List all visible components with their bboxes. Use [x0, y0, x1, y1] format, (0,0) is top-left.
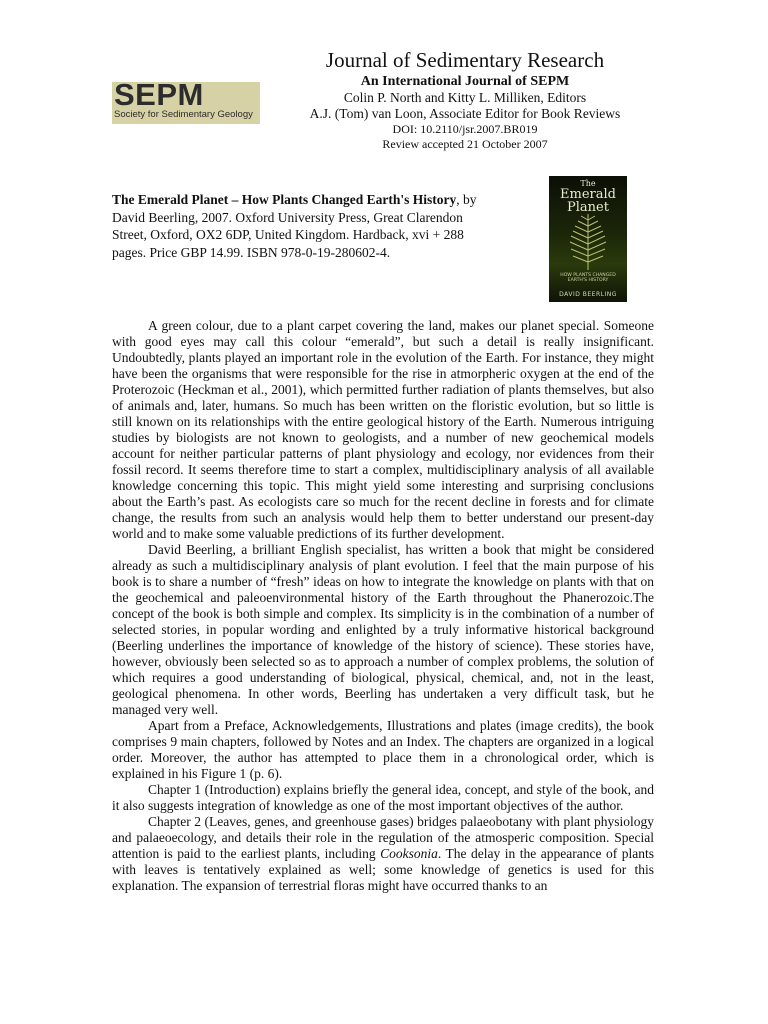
- cover-title-the: The: [580, 179, 596, 188]
- paragraph-4: Chapter 1 (Introduction) explains briefly the general idea, concept, and style of the book, and it also suggests integration of knowledge as one of the most important objectives of the author.: [112, 782, 654, 813]
- review-accepted-line: Review accepted 21 October 2007: [382, 136, 548, 151]
- paragraph-1: A green colour, due to a plant carpet covering the land, makes our planet special. Someone with good eyes may call this colour “emerald”, but such a detail is really insignificant. Undoubtedly, plants played an important role in the evolution of the Earth. For instance, they might have been the organisms that were responsible for the rise in atmorpheric oxygen at the end of the Proterozoic (Heckman et al., 2001), which permitted further radiation of plants themselves, but also of animals and, later, humans. So much has been written on the floristic evolution, but so little is still known on its relationships with the entire geological history of the Earth. Numerous intriguing studies by biologists are not known to geologists, and a number of new geochemical models account for neither particular patterns of plant physiology and ecology, nor evidences from their fossil record. It seems therefore time to start a complex, multidisciplinary analysis of all available knowledge concerning this topic. This might yield some interesting and surprising conclusions about the Earth’s past. As ecologists care so much for the recent decline in forests and for climate change, the results from such an analysis would help them to better understand our present-day world and to make some valuable predictions of its further development.: [112, 318, 654, 541]
- cover-author: DAVID BEERLING: [559, 291, 617, 298]
- cover-subtitle-line2: EARTH'S HISTORY: [567, 278, 609, 283]
- book-details: , by David Beerling, 2007. Oxford University Press, Great Clarendon Street, Oxford, OX2 6DP, United Kingdom. Hardback, xvi + 288 pages. Price GBP 14.99. ISBN 978-0-19-280602-4.: [112, 192, 477, 260]
- sepm-logo-name: SEPM: [114, 82, 204, 112]
- book-title: The Emerald Planet – How Plants Changed Earth's History: [112, 192, 457, 207]
- book-citation: [112, 191, 482, 261]
- cover-title-line1: Emerald: [560, 187, 616, 202]
- paragraph-5-taxon: Cooksonia: [380, 846, 438, 861]
- sepm-logo-subtitle: Society for Sedimentary Geology: [114, 109, 253, 120]
- review-body: [112, 318, 654, 894]
- sepm-logo: [112, 82, 260, 124]
- book-cover-image: [549, 176, 627, 302]
- paragraph-3: Apart from a Preface, Acknowledgements, Illustrations and plates (image credits), the book comprises 9 main chapters, followed by Notes and an Index. The chapters are organized in a logical order. Moreover, the author has attempted to place them in a chronological order, which is explained in his Figure 1 (p. 6).: [112, 718, 654, 781]
- associate-editor-line: A.J. (Tom) van Loon, Associate Editor for Book Reviews: [309, 106, 621, 121]
- paragraph-5-part2: . The delay in the appearance of plants with leaves is tentatively explained as well; some knowledge of genetics is used for this explanation. The expansion of terrestrial floras might have occurred thanks to an: [112, 846, 654, 893]
- paragraph-5-part1: Chapter 2 (Leaves, genes, and greenhouse gases) bridges palaeobotany with plant physiology and palaeoecology, and details their role in the regulation of the atmosperic composition. Special attention is paid to the earliest plants, including: [112, 814, 654, 861]
- paragraph-2: David Beerling, a brilliant English specialist, has written a book that might be considered already as such a multidisciplinary analysis of plant evolution. I feel that the main purpose of his book is to share a number of “fresh” ideas on how to integrate the knowledge on plants with that on the geochemical and paleoenvironmental history of the Earth throughout the Phanerozoic.The concept of the book is both simple and complex. Its simplicity is in the combination of a number of selected stories, in popular wording and enlighted by a truly informative historical background (Beerling underlines the importance of knowledge of the history of science). These stories have, however, obviously been selected so as to approach a number of complex problems, the solution of which requires a good understanding of biological, physical, chemical, and, not in the least, geological phenomena. In other words, Beerling has undertaken a very difficult task, but he managed very well.: [112, 542, 654, 717]
- masthead: [290, 48, 640, 151]
- cover-title-line2: Planet: [567, 200, 609, 215]
- journal-subtitle: An International Journal of SEPM: [360, 74, 570, 89]
- cover-subtitle: [549, 273, 627, 283]
- journal-title: Journal of Sedimentary Research: [325, 48, 605, 72]
- cover-title: [549, 179, 627, 214]
- cover-subtitle-line1: HOW PLANTS CHANGED: [560, 273, 616, 278]
- doi-line: DOI: 10.2110/jsr.2007.BR019: [392, 122, 538, 136]
- paragraph-5: [112, 814, 654, 894]
- editors-line: Colin P. North and Kitty L. Milliken, Editors: [343, 90, 587, 105]
